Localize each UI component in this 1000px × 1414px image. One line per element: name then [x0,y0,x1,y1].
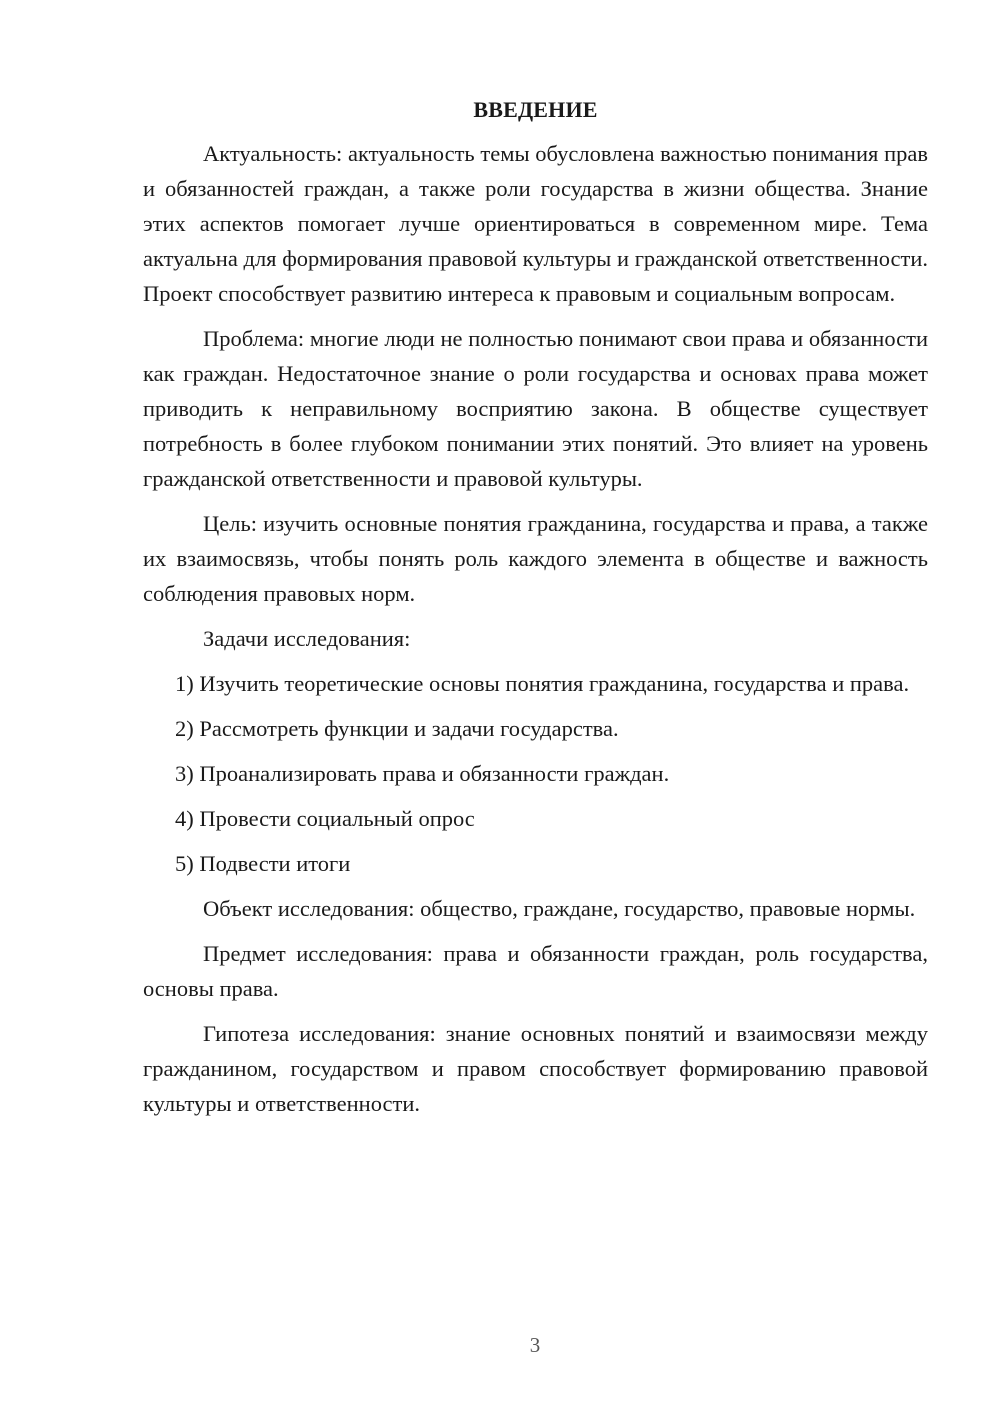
document-page [143,92,928,1131]
task-item: 5) Подвести итоги [175,851,351,876]
task-item: 4) Провести социальный опрос [175,806,475,831]
paragraph-goal: Цель: изучить основные понятия гражданина, государства и права, а также их взаимосвязь, чтобы понять роль каждого элемента в обществе и важность соблюдения правовых норм. [143,511,928,606]
task-item: 2) Рассмотреть функции и задачи государства. [175,716,619,741]
task-item: 1) Изучить теоретические основы понятия гражданина, государства и права. [175,671,910,696]
task-item: 3) Проанализировать права и обязанности граждан. [175,761,670,786]
paragraph-subject: Предмет исследования: права и обязанности граждан, роль государства, основы права. [143,941,928,1001]
paragraph-object: Объект исследования: общество, граждане, государство, правовые нормы. [203,896,916,921]
page-number: 3 [529,1333,541,1357]
paragraph-hypothesis: Гипотеза исследования: знание основных понятий и взаимосвязи между гражданином, государством и правом способствует формированию правовой культуры и ответственности. [143,1021,928,1116]
paragraph-relevance: Актуальность: актуальность темы обусловлена важностью понимания прав и обязанностей граждан, а также роли государства в жизни общества. Знание этих аспектов помогает лучше ориентироваться в современном мире. Тема актуальна для формирования правовой культуры и гражданской ответственности. Проект способствует развитию интереса к правовым и социальным вопросам. [143,141,928,306]
paragraph-tasks-heading: Задачи исследования: [203,626,411,651]
paragraph-problem: Проблема: многие люди не полностью понимают свои права и обязанности как граждан. Недостаточное знание о роли государства и основах права может приводить к неправильному восприятию закона. В обществе существует потребность в более глубоком понимании этих понятий. Это влияет на уровень гражданской ответственности и правовой культуры. [143,326,928,491]
page-title: ВВЕДЕНИЕ [473,97,598,122]
